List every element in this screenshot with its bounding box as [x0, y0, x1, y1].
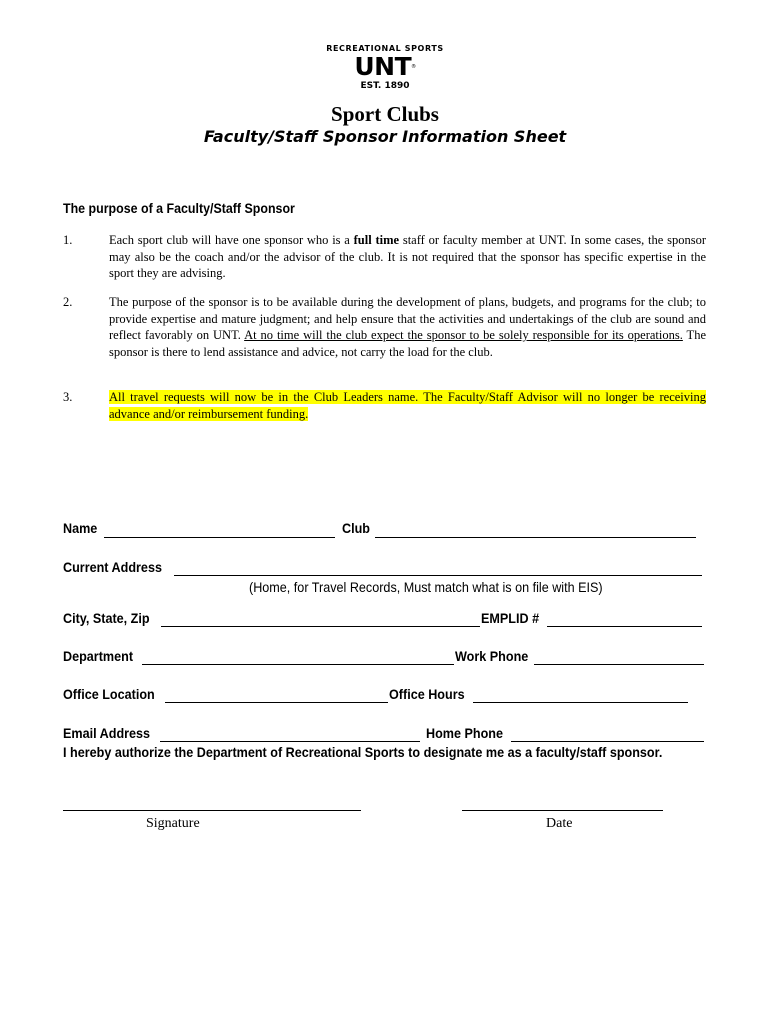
item-text [109, 294, 706, 360]
club-field[interactable] [375, 537, 696, 538]
date-field[interactable] [462, 810, 663, 811]
office-location-label: Office Location [63, 686, 155, 702]
date-label: Date [546, 816, 573, 831]
office-hours-label: Office Hours [389, 686, 465, 702]
current-address-label: Current Address [63, 559, 162, 575]
signature-field[interactable] [63, 810, 361, 811]
emplid-field[interactable] [547, 626, 702, 627]
address-note: (Home, for Travel Records, Must match what is on file with EIS) [249, 579, 603, 595]
item-highlighted-text: All travel requests will now be in the Club Leaders name. The Faculty/Staff Advisor will no longer be receiving advance and/or reimbursement funding. [109, 390, 706, 421]
logo-department-text: RECREATIONAL SPORTS [326, 44, 444, 53]
office-hours-field[interactable] [473, 702, 688, 703]
page-title: Sport Clubs [331, 102, 439, 126]
logo-registered-mark: ® [411, 64, 416, 70]
purpose-item-1 [63, 232, 706, 282]
email-address-field[interactable] [160, 741, 420, 742]
item-text-part: staff or faculty member at UNT. In some cases, the sponsor may also be the coach and/or the advisor of the club. It is not required that the sponsor has specific expertise in the sport they are advising. [109, 233, 706, 280]
logo-wordmark-text: UNT [354, 52, 412, 81]
purpose-item-2 [63, 294, 706, 360]
office-location-field[interactable] [165, 702, 388, 703]
email-address-label: Email Address [63, 725, 151, 741]
logo-established-text: EST. 1890 [360, 81, 410, 91]
item-text [109, 232, 706, 282]
emplid-label: EMPLID # [481, 610, 540, 626]
item-text-part: The sponsor is there to lend assistance and advice, not carry the load for the club. [109, 328, 706, 359]
work-phone-field[interactable] [534, 664, 704, 665]
purpose-heading: The purpose of a Faculty/Staff Sponsor [63, 201, 295, 216]
name-label: Name [63, 520, 98, 536]
item-number: 3. [63, 390, 73, 404]
name-field[interactable] [104, 537, 335, 538]
item-number: 2. [63, 295, 73, 309]
department-field[interactable] [142, 664, 454, 665]
department-label: Department [63, 648, 134, 664]
logo-wordmark [0, 54, 770, 80]
item-underlined-text: At no time will the club expect the sponsor to be solely responsible for its operations. [244, 328, 683, 342]
purpose-item-3 [63, 389, 706, 422]
club-label: Club [342, 520, 370, 536]
item-bold-text: full time [353, 233, 400, 247]
unt-logo [0, 44, 770, 92]
current-address-field[interactable] [174, 575, 702, 576]
item-number: 1. [63, 233, 73, 247]
item-text-part: Each sport club will have one sponsor who is a [109, 233, 354, 247]
city-state-zip-label: City, State, Zip [63, 610, 150, 626]
item-text-part: The purpose of the sponsor is to be available during the development of plans, budgets, and programs for the club; to provide expertise and mature judgment; and help ensure that the activities and undertakings of the club are sound and reflect favorably on UNT. [109, 295, 706, 342]
work-phone-label: Work Phone [455, 648, 529, 664]
page-subtitle: Faculty/Staff Sponsor Information Sheet [203, 127, 567, 146]
item-text [109, 389, 706, 422]
signature-label: Signature [146, 816, 200, 831]
home-phone-label: Home Phone [426, 725, 504, 741]
authorization-statement: I hereby authorize the Department of Recreational Sports to designate me as a faculty/staff sponsor. [63, 744, 663, 760]
home-phone-field[interactable] [511, 741, 704, 742]
city-state-zip-field[interactable] [161, 626, 480, 627]
